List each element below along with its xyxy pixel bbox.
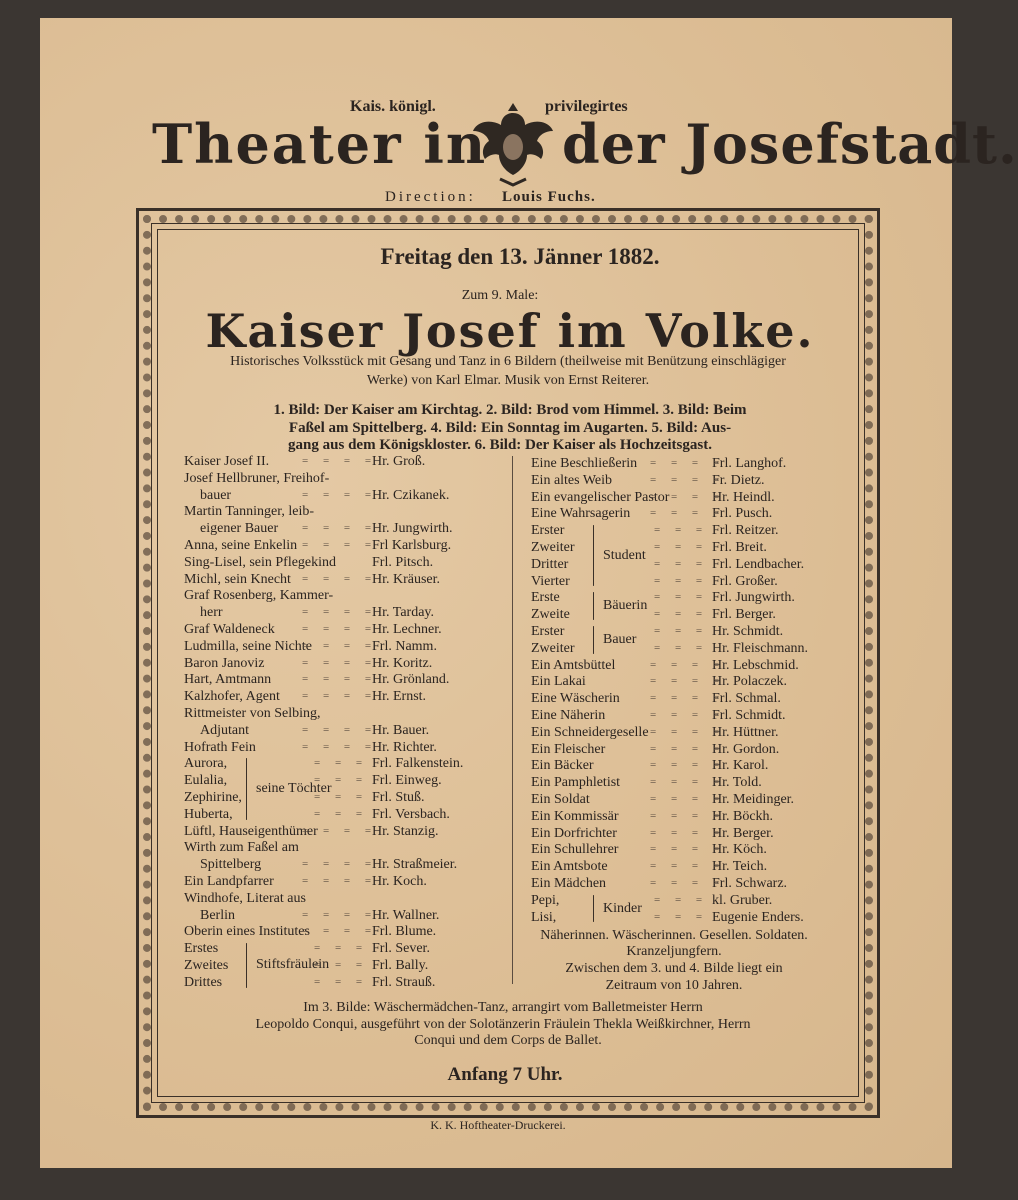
cast-role: Eine Näherin <box>531 708 606 723</box>
cast-actor: Hr. Hüttner. <box>712 724 779 740</box>
leader-dots: = = = = <box>650 473 726 486</box>
cast-actor: Hr. Richter. <box>372 739 437 755</box>
leader-dots: = = = <box>314 774 369 787</box>
cast-role: Drittes <box>184 974 223 990</box>
group-brace <box>246 758 247 819</box>
group-brace <box>593 592 594 620</box>
cast-group-label: Bauer <box>603 631 637 647</box>
cast-actor: Hr. Told. <box>712 775 762 791</box>
cast-actor: Hr. Jungwirth. <box>372 521 453 537</box>
leader-dots: = = = = <box>650 507 726 520</box>
cast-actor: Frl. Strauß. <box>372 974 436 990</box>
privileged-label: privilegirtes <box>545 98 628 115</box>
cast-role: Oberin eines Institutes <box>184 924 310 940</box>
leader-dots: = = = <box>314 757 369 770</box>
cast-actor: Hr. Berger. <box>712 825 774 841</box>
cast-actor: Frl. Breit. <box>712 540 767 555</box>
leader-dots: = = = = <box>650 809 726 822</box>
leader-dots: = = = = <box>302 606 378 619</box>
leader-dots: = = = <box>654 893 709 906</box>
cast-role: Ein Schullehrer <box>531 842 619 858</box>
cast-role: Adjutant <box>200 722 249 738</box>
leader-dots: = = = <box>314 942 369 955</box>
kk-label: Kais. königl. <box>350 98 436 115</box>
cast-actor: Frl. Bally. <box>372 958 429 973</box>
leader-dots: = = = = <box>302 925 378 938</box>
cast-role: Eine Wäscherin <box>531 691 620 707</box>
leader-dots: = = = <box>314 807 369 820</box>
cast-role: Lisi, <box>531 909 557 925</box>
cast-role: Zweite <box>531 607 570 623</box>
cast-role: Berlin <box>200 907 235 923</box>
cast-role: Anna, seine Enkelin <box>184 538 298 553</box>
leader-dots: = = = = <box>650 457 726 469</box>
cast-actor: Frl. Versbach. <box>372 806 450 822</box>
leader-dots: = = = = <box>650 742 726 755</box>
cast-actor: Hr. Fleischmann. <box>712 640 809 656</box>
leader-dots: = = = = <box>650 692 726 705</box>
cast-group-label: Kinder <box>603 900 642 916</box>
cast-role: Ein Dorfrichter <box>531 825 617 841</box>
ballet-line-3: Conqui und dem Corps de Ballet. <box>414 1033 602 1048</box>
cast-actor: Hr. Ernst. <box>372 689 427 705</box>
cast-role: Lüftl, Hauseigenthümer <box>184 823 318 839</box>
cast-role: Pepi, <box>531 892 560 908</box>
cast-role: Kaiser Josef II. <box>184 454 270 469</box>
printer-credit: K. K. Hoftheater-Druckerei. <box>430 1118 566 1132</box>
cast-actor: Hr. Lebschmid. <box>712 657 799 673</box>
cast-role: Baron Janoviz <box>184 655 265 671</box>
cast-role: Eulalia, <box>184 773 228 789</box>
cast-actor: Hr. Gordon. <box>712 741 780 757</box>
cast-role: Graf Waldeneck <box>184 622 275 637</box>
cast-actor: Hr. Groß. <box>372 454 426 469</box>
cast-actor: Hr. Stanzig. <box>372 823 439 839</box>
leader-dots: = = = <box>654 608 709 621</box>
cast-actor: Frl. Sever. <box>372 941 430 957</box>
leader-dots: = = = = <box>650 826 726 839</box>
cast-actor: Hr. Koritz. <box>372 655 433 671</box>
cast-actor: Hr. Straßmeier. <box>372 857 458 873</box>
leader-dots: = = = <box>654 641 709 654</box>
cast-role: eigener Bauer <box>200 521 279 537</box>
cast-actor: Frl. Langhof. <box>712 456 787 471</box>
director-name: Louis Fuchs. <box>502 189 596 205</box>
extras-line-2: Kranzeljungfern. <box>626 944 722 959</box>
cast-actor: Hr. Karol. <box>712 758 769 774</box>
cast-role: Ein Kommissär <box>531 808 619 824</box>
leader-dots: = = = <box>654 574 709 587</box>
leader-dots: = = = = <box>302 723 378 736</box>
cast-role: Eine Wahrsagerin <box>531 506 631 522</box>
cast-actor: Hr. Czikanek. <box>372 487 450 503</box>
leader-dots: = = = <box>654 524 709 537</box>
cast-role: Ein evangelischer Pastor <box>531 489 670 505</box>
scenes-line-2: Faßel am Spittelberg. 4. Bild: Ein Sonntag im Augarten. 5. Bild: Aus- <box>288 420 732 436</box>
group-brace <box>593 895 594 923</box>
performance-count: Zum 9. Male: <box>461 288 539 303</box>
cast-role: Wirth zum Faßel am <box>184 840 299 856</box>
cast-role: Ein Amtsbote <box>531 859 608 875</box>
cast-role: Ein Amtsbüttel <box>531 657 616 673</box>
leader-dots: = = = = <box>650 675 726 688</box>
cast-role: Michl, sein Knecht <box>184 571 291 587</box>
cast-actor: Frl Karlsburg. <box>372 538 452 553</box>
cast-group-label: seine Töchter <box>256 781 332 796</box>
cast-actor: Fr. Dietz. <box>712 472 765 488</box>
leader-dots: = = = = <box>302 740 378 753</box>
leader-dots: = = = = <box>302 875 378 887</box>
cast-group-label: Student <box>603 547 646 563</box>
leader-dots: = = = = <box>302 824 378 837</box>
cast-actor: Hr. Teich. <box>712 859 768 875</box>
cast-role: Ein Fleischer <box>531 741 606 757</box>
leader-dots: = = = = <box>650 877 726 889</box>
cast-actor: Frl. Blume. <box>372 924 437 940</box>
cast-actor: Hr. Polaczek. <box>712 674 788 690</box>
leader-dots: = = = <box>314 975 369 988</box>
cast-role: Ein Soldat <box>531 792 590 807</box>
cast-role: Josef Hellbruner, Freihof- <box>184 470 330 486</box>
leader-dots: = = = <box>654 591 709 604</box>
cast-role: Zweiter <box>531 540 575 555</box>
leader-dots: = = = <box>654 625 709 637</box>
cast-actor: Hr. Bauer. <box>372 722 430 738</box>
leader-dots: = = = = <box>302 858 378 871</box>
cast-role: Graf Rosenberg, Kammer- <box>184 588 334 604</box>
cast-role: Zephirine, <box>184 790 242 805</box>
cast-actor: Frl. Schmal. <box>712 691 781 707</box>
cast-actor: Frl. Pusch. <box>712 506 773 522</box>
cast-actor: Frl. Stuß. <box>372 790 425 805</box>
cast-role: Sing-Lisel, sein Pflegekind <box>184 554 337 570</box>
cast-role: Ein Landpfarrer <box>184 874 274 889</box>
cast-actor: Frl. Berger. <box>712 607 776 623</box>
leader-dots: = = = = <box>302 639 378 652</box>
group-brace <box>593 525 594 586</box>
leader-dots: = = = = <box>302 522 378 535</box>
cast-role: Ein Bäcker <box>531 758 594 774</box>
cast-actor: kl. Gruber. <box>712 892 773 908</box>
cast-actor: Hr. Wallner. <box>372 907 440 923</box>
cast-role: Martin Tanninger, leib- <box>184 504 314 520</box>
cast-role: Zweiter <box>531 640 575 656</box>
cast-actor: Eugenie Enders. <box>712 909 804 925</box>
cast-role: Vierter <box>531 573 570 589</box>
cast-role: bauer <box>200 487 232 503</box>
cast-role: Ein Pamphletist <box>531 775 621 791</box>
ballet-line-2: Leopoldo Conqui, ausgeführt von der Solotänzerin Fräulein Thekla Weißkirchner, Herrn <box>255 1017 751 1032</box>
cast-actor: Frl. Namm. <box>372 638 437 654</box>
theater-title-right: der Josefstadt. <box>562 112 1018 176</box>
cast-role: Erster <box>531 523 565 539</box>
leader-dots: = = = = <box>650 793 726 805</box>
cast-role: Erstes <box>184 941 219 957</box>
cast-role: Hofrath Fein <box>184 739 256 755</box>
cast-actor: Frl. Pitsch. <box>372 554 434 570</box>
cast-group-label: Stiftsfräulein <box>256 957 330 973</box>
leader-dots: = = = = <box>302 572 378 585</box>
leader-dots: = = = = <box>302 656 378 669</box>
leader-dots: = = = = <box>650 709 726 721</box>
leader-dots: = = = = <box>302 539 378 551</box>
cast-actor: Frl. Einweg. <box>372 773 442 789</box>
scenes-line-3: gang aus dem Königskloster. 6. Bild: Der Kaiser als Hochzeitsgast. <box>288 437 712 453</box>
cast-role: Dritter <box>531 556 569 572</box>
performance-date: Freitag den 13. Jänner 1882. <box>380 244 660 269</box>
leader-dots: = = = = <box>302 623 378 635</box>
leader-dots: = = = = <box>650 843 726 856</box>
cast-role: Hart, Amtmann <box>184 672 272 688</box>
subtitle-line-1: Historisches Volksstück mit Gesang und Tanz in 6 Bildern (theilweise mit Benützung einschlägiger <box>230 354 786 369</box>
leader-dots: = = = = <box>302 908 378 921</box>
cast-actor: Frl. Falkenstein. <box>372 756 464 772</box>
cast-role: Eine Beschließerin <box>531 456 638 471</box>
leader-dots: = = = <box>654 557 709 570</box>
cast-actor: Frl. Jungwirth. <box>712 590 795 606</box>
cast-actor: Hr. Böckh. <box>712 808 774 824</box>
cast-role: Zweites <box>184 958 229 973</box>
leader-dots: = = = = <box>650 658 726 671</box>
cast-actor: Hr. Köch. <box>712 842 767 858</box>
leader-dots: = = = = <box>302 690 378 703</box>
start-time: Anfang 7 Uhr. <box>447 1064 563 1085</box>
leader-dots: = = = <box>314 791 369 803</box>
scenes-line-1: 1. Bild: Der Kaiser am Kirchtag. 2. Bild: Brod vom Himmel. 3. Bild: Beim <box>273 402 747 418</box>
cast-role: Aurora, <box>184 756 228 772</box>
cast-actor: Hr. Grönland. <box>372 672 450 688</box>
cast-role: Spittelberg <box>200 857 262 873</box>
cast-role: herr <box>200 605 223 621</box>
theater-title-left: Theater in <box>152 112 488 176</box>
play-title: Kaiser Josef im Volke. <box>205 304 815 358</box>
cast-role: Ein Schneidergeselle <box>531 724 649 740</box>
cast-actor: Hr. Lechner. <box>372 622 442 637</box>
group-brace <box>246 943 247 987</box>
cast-role: Windhofe, Literat aus <box>184 890 306 906</box>
double-eagle-emblem-icon <box>470 95 556 187</box>
ballet-line-1: Im 3. Bilde: Wäschermädchen-Tanz, arrangirt vom Balletmeister Herrn <box>303 1000 703 1015</box>
note-line-2: Zeitraum von 10 Jahren. <box>605 978 743 993</box>
leader-dots: = = = = <box>302 455 378 467</box>
cast-actor: Hr. Heindl. <box>712 489 775 505</box>
leader-dots: = = = = <box>650 759 726 772</box>
direction-label: Direction: <box>385 189 476 205</box>
subtitle-line-2: Werke) von Karl Elmar. Musik von Ernst Reiterer. <box>366 373 650 388</box>
cast-role: Ludmilla, seine Nichte <box>184 638 312 654</box>
extras-line-1: Näherinnen. Wäscherinnen. Gesellen. Soldaten. <box>540 928 808 943</box>
leader-dots: = = = = <box>302 673 378 686</box>
leader-dots: = = = <box>314 959 369 971</box>
cast-group-label: Bäuerin <box>603 598 648 614</box>
cast-actor: Frl. Lendbacher. <box>712 556 805 572</box>
cast-role: Kalzhofer, Agent <box>184 689 280 705</box>
cast-role: Erster <box>531 624 565 639</box>
cast-actor: Frl. Großer. <box>712 573 778 589</box>
column-divider <box>512 456 513 984</box>
cast-actor: Hr. Tarday. <box>372 605 435 621</box>
cast-actor: Hr. Kräuser. <box>372 571 441 587</box>
cast-role: Ein Lakai <box>531 674 586 690</box>
leader-dots: = = = = <box>650 490 726 503</box>
cast-actor: Hr. Schmidt. <box>712 624 784 639</box>
cast-role: Ein altes Weib <box>531 472 613 488</box>
cast-role: Ein Mädchen <box>531 876 607 891</box>
leader-dots: = = = = <box>650 776 726 789</box>
cast-actor: Frl. Schmidt. <box>712 708 786 723</box>
leader-dots: = = = = <box>650 860 726 873</box>
cast-actor: Frl. Schwarz. <box>712 876 788 891</box>
leader-dots: = = = <box>654 541 709 553</box>
group-brace <box>593 626 594 654</box>
cast-actor: Hr. Koch. <box>372 874 427 889</box>
note-line-1: Zwischen dem 3. und 4. Bilde liegt ein <box>565 961 783 976</box>
cast-role: Erste <box>531 590 560 606</box>
cast-role: Huberta, <box>184 806 233 822</box>
cast-role: Rittmeister von Selbing, <box>184 706 321 721</box>
cast-actor: Hr. Meidinger. <box>712 792 795 807</box>
leader-dots: = = = = <box>650 725 726 738</box>
leader-dots: = = = <box>654 910 709 923</box>
cast-actor: Frl. Reitzer. <box>712 523 779 539</box>
leader-dots: = = = = <box>302 488 378 501</box>
